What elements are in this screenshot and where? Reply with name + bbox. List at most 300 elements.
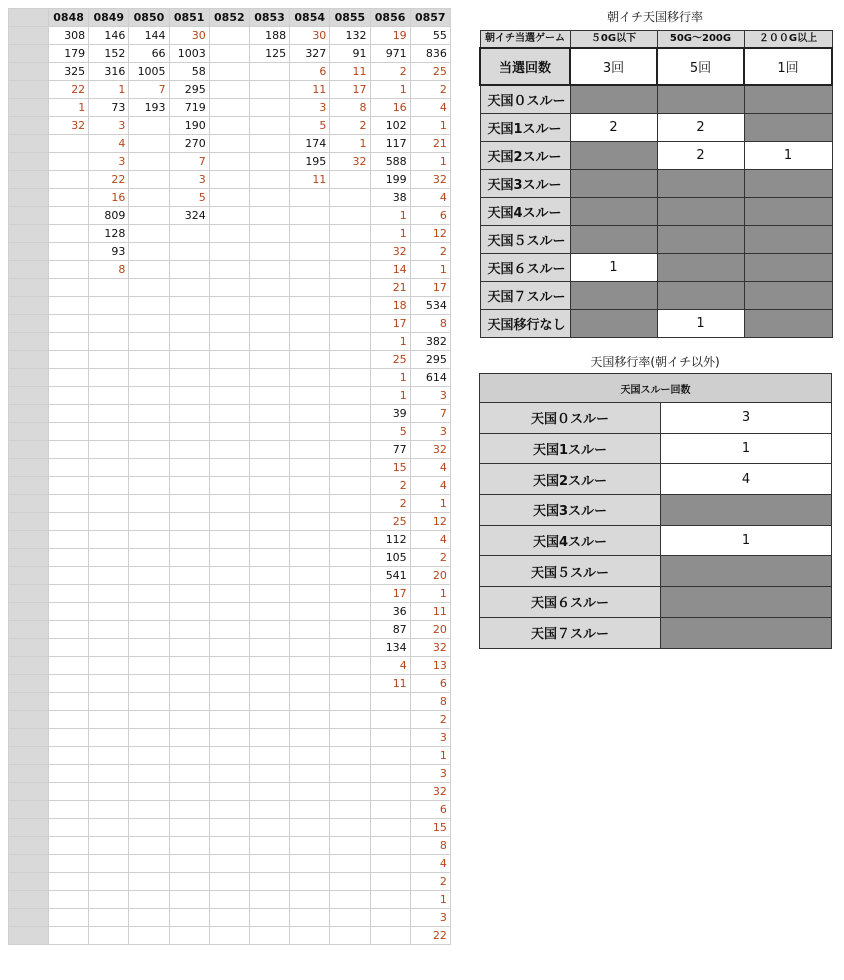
grid-row [9,801,451,819]
grid-cell: 1 [410,585,450,603]
grid-cell [249,567,289,585]
row-index-cell [9,747,49,765]
row-index-cell [9,909,49,927]
slump-row [480,225,832,253]
grid-cell [49,369,89,387]
grid-cell [209,585,249,603]
count-cell: 1 [661,433,832,464]
grid-cell [249,423,289,441]
grid-row [9,171,451,189]
grid-cell: 1 [370,387,410,405]
grid-cell: 8 [410,837,450,855]
grid-cell [330,873,370,891]
grid-cell [89,927,129,945]
grid-cell: 2 [410,243,450,261]
grid-cell: 4 [410,531,450,549]
slump-row [480,85,832,113]
grid-cell [129,387,169,405]
grid-row [9,315,451,333]
grid-cell [249,135,289,153]
grid-cell [129,855,169,873]
slump-row [480,495,832,526]
data-grid [8,8,451,945]
grid-cell [89,693,129,711]
grid-cell [169,387,209,405]
grid-cell [249,297,289,315]
grid-cell [209,531,249,549]
grid-cell [129,135,169,153]
grid-cell [49,405,89,423]
grid-cell: 30 [169,27,209,45]
grid-column-header: 0854 [290,9,330,27]
grid-cell [249,369,289,387]
grid-column-header: 0850 [129,9,169,27]
grid-cell: 12 [410,513,450,531]
grid-cell: 199 [370,171,410,189]
morning-heaven-table [479,30,833,338]
grid-cell [129,873,169,891]
grid-cell [49,837,89,855]
grid-cell: 382 [410,333,450,351]
count-cell: 1 [744,141,832,169]
row-index-cell [9,369,49,387]
grid-cell [290,675,330,693]
slump-label: 天国1スルー [480,433,661,464]
grid-cell: 8 [410,693,450,711]
grid-cell [330,837,370,855]
grid-cell [249,171,289,189]
grid-cell [370,711,410,729]
grid-cell: 87 [370,621,410,639]
empty-cell [570,309,657,337]
grid-cell [209,855,249,873]
grid-cell [290,639,330,657]
grid-cell [330,711,370,729]
grid-cell [129,927,169,945]
grid-row [9,153,451,171]
grid-header [9,9,451,27]
grid-cell: 14 [370,261,410,279]
grid-cell: 5 [290,117,330,135]
grid-cell [129,837,169,855]
grid-cell [370,819,410,837]
grid-cell [330,621,370,639]
grid-cell [290,261,330,279]
row-index-cell [9,189,49,207]
empty-cell [570,141,657,169]
grid-cell [129,639,169,657]
grid-cell: 3 [410,765,450,783]
slump-row [480,403,832,434]
grid-cell [370,729,410,747]
grid-cell [249,387,289,405]
grid-cell [129,117,169,135]
grid-cell [290,477,330,495]
grid-cell [290,423,330,441]
grid-cell [330,567,370,585]
grid-cell [249,531,289,549]
grid-cell [49,315,89,333]
grid-cell [169,711,209,729]
slump-label: 天国６スルー [480,587,661,618]
grid-cell [209,441,249,459]
grid-cell: 6 [290,63,330,81]
grid-cell [249,927,289,945]
grid-row [9,261,451,279]
grid-cell: 971 [370,45,410,63]
empty-cell [661,617,832,648]
slump-row [480,309,832,337]
grid-cell [89,459,129,477]
grid-cell: 25 [370,351,410,369]
grid-cell [209,711,249,729]
grid-cell [330,441,370,459]
grid-cell [290,315,330,333]
grid-cell [89,711,129,729]
grid-cell [89,729,129,747]
grid-cell [169,693,209,711]
grid-cell [49,531,89,549]
grid-cell [249,657,289,675]
grid-row [9,837,451,855]
grid-cell [49,801,89,819]
row-index-cell [9,261,49,279]
grid-cell: 193 [129,99,169,117]
grid-cell [290,585,330,603]
grid-cell [330,333,370,351]
grid-cell [330,171,370,189]
non-morning-table-title: 天国移行率(朝イチ以外) [590,355,720,369]
win-count-value: 1回 [744,48,832,85]
grid-cell: 32 [410,639,450,657]
grid-cell [330,549,370,567]
grid-cell: 8 [410,315,450,333]
grid-cell [89,297,129,315]
slump-row [480,464,832,495]
grid-cell: 588 [370,153,410,171]
grid-cell [209,117,249,135]
slump-label: 天国５スルー [480,225,570,253]
grid-cell [169,819,209,837]
grid-cell: 20 [410,621,450,639]
empty-cell [744,309,832,337]
slump-label: 天国3スルー [480,495,661,526]
grid-cell [209,639,249,657]
slump-label: 天国６スルー [480,253,570,281]
grid-cell [290,441,330,459]
grid-cell: 316 [89,63,129,81]
grid-cell [290,747,330,765]
grid-cell: 17 [410,279,450,297]
grid-cell: 1 [370,369,410,387]
grid-cell [49,909,89,927]
grid-cell [370,873,410,891]
grid-cell: 15 [370,459,410,477]
grid-cell: 1003 [169,45,209,63]
grid-cell: 4 [410,477,450,495]
grid-cell: 2 [410,81,450,99]
grid-cell [49,621,89,639]
grid-cell [209,765,249,783]
grid-cell [129,225,169,243]
row-index-cell [9,459,49,477]
grid-cell: 25 [410,63,450,81]
grid-cell [209,279,249,297]
grid-cell [370,837,410,855]
slump-row [480,197,832,225]
grid-cell [370,927,410,945]
grid-cell: 1 [370,81,410,99]
grid-cell [129,513,169,531]
grid-column-header: 0853 [249,9,289,27]
grid-cell [89,441,129,459]
grid-cell [290,387,330,405]
grid-cell [129,585,169,603]
grid-cell [169,837,209,855]
grid-cell [49,333,89,351]
grid-row [9,657,451,675]
grid-cell [249,837,289,855]
grid-row [9,513,451,531]
grid-cell: 105 [370,549,410,567]
grid-cell: 55 [410,27,450,45]
row-index-cell [9,63,49,81]
slump-label: 天国０スルー [480,85,570,113]
grid-cell [330,297,370,315]
row-index-cell [9,225,49,243]
empty-cell [744,253,832,281]
grid-row [9,333,451,351]
grid-row [9,711,451,729]
slump-row [480,525,832,556]
grid-row [9,603,451,621]
row-index-cell [9,135,49,153]
row-index-cell [9,693,49,711]
row-index-cell [9,837,49,855]
grid-cell [129,279,169,297]
grid-row [9,855,451,873]
grid-cell [290,459,330,477]
grid-cell: 1 [370,225,410,243]
grid-cell [89,279,129,297]
grid-cell [249,549,289,567]
grid-cell [169,225,209,243]
grid-cell [129,369,169,387]
grid-cell [129,549,169,567]
grid-row [9,477,451,495]
count-cell: 1 [661,525,832,556]
grid-cell [290,837,330,855]
empty-cell [657,281,744,309]
grid-cell: 3 [410,423,450,441]
grid-cell [370,855,410,873]
grid-cell [169,621,209,639]
grid-cell [330,819,370,837]
grid-cell: 22 [410,927,450,945]
grid-cell: 3 [169,171,209,189]
grid-cell [169,441,209,459]
grid-cell [209,171,249,189]
row-index-cell [9,711,49,729]
grid-cell [249,351,289,369]
grid-cell: 3 [410,909,450,927]
slump-label: 天国2スルー [480,464,661,495]
grid-cell [330,315,370,333]
grid-row [9,531,451,549]
grid-cell: 38 [370,189,410,207]
grid-cell [330,747,370,765]
grid-cell [49,459,89,477]
row-index-cell [9,819,49,837]
grid-cell [290,297,330,315]
grid-cell: 39 [370,405,410,423]
header-cell: 50G〜200G [657,31,744,49]
row-index-cell [9,297,49,315]
row-index-cell [9,171,49,189]
row-index-cell [9,99,49,117]
grid-cell: 1 [410,261,450,279]
empty-cell [570,85,657,113]
grid-cell [49,351,89,369]
row-index-cell [9,927,49,945]
grid-cell [49,891,89,909]
grid-cell [290,333,330,351]
grid-cell: 4 [410,855,450,873]
grid-cell [169,765,209,783]
grid-row [9,927,451,945]
grid-cell [249,405,289,423]
grid-cell [330,243,370,261]
grid-cell [169,801,209,819]
grid-cell: 195 [290,153,330,171]
grid-cell [129,693,169,711]
grid-cell [249,459,289,477]
grid-row [9,747,451,765]
grid-cell: 11 [330,63,370,81]
grid-cell [209,873,249,891]
empty-cell [657,253,744,281]
count-cell: 3 [661,403,832,434]
row-index-cell [9,873,49,891]
grid-cell [290,855,330,873]
grid-cell [89,567,129,585]
grid-body [9,27,451,945]
grid-cell: 13 [410,657,450,675]
grid-cell: 325 [49,63,89,81]
empty-cell [661,556,832,587]
grid-cell: 18 [370,297,410,315]
grid-cell [330,189,370,207]
grid-cell [129,783,169,801]
grid-cell: 21 [410,135,450,153]
row-index-cell [9,891,49,909]
grid-cell [169,873,209,891]
empty-cell [570,281,657,309]
grid-cell [249,765,289,783]
empty-cell [570,225,657,253]
grid-cell: 30 [290,27,330,45]
grid-cell: 534 [410,297,450,315]
row-index-cell [9,657,49,675]
grid-cell [129,909,169,927]
grid-row [9,585,451,603]
grid-cell: 102 [370,117,410,135]
grid-cell [209,837,249,855]
grid-cell [330,585,370,603]
grid-cell [49,153,89,171]
grid-cell [209,459,249,477]
row-index-cell [9,243,49,261]
grid-cell [209,387,249,405]
grid-cell [290,567,330,585]
grid-cell [169,603,209,621]
grid-cell [129,243,169,261]
empty-cell [744,281,832,309]
grid-cell [290,369,330,387]
grid-cell [129,747,169,765]
grid-row [9,423,451,441]
grid-cell [209,513,249,531]
grid-cell [249,621,289,639]
grid-cell [89,585,129,603]
grid-cell [370,783,410,801]
grid-column-header: 0855 [330,9,370,27]
grid-cell: 17 [370,585,410,603]
grid-cell [89,405,129,423]
grid-cell: 1 [49,99,89,117]
grid-corner [9,9,49,27]
grid-cell [370,693,410,711]
row-index-cell [9,765,49,783]
slump-row [480,113,832,141]
grid-cell: 190 [169,117,209,135]
grid-cell [330,225,370,243]
grid-cell [330,693,370,711]
grid-row [9,99,451,117]
grid-cell [89,351,129,369]
grid-cell: 32 [410,441,450,459]
count-cell: 1 [657,309,744,337]
grid-cell [89,657,129,675]
grid-cell: 117 [370,135,410,153]
grid-cell [290,405,330,423]
grid-cell [290,207,330,225]
grid-cell [249,693,289,711]
grid-cell [49,783,89,801]
grid-cell [89,531,129,549]
grid-cell: 125 [249,45,289,63]
grid-cell [129,423,169,441]
grid-cell [89,495,129,513]
grid-row [9,27,451,45]
grid-row [9,891,451,909]
header-cell: 天国スルー回数 [480,374,832,403]
grid-cell [129,621,169,639]
grid-cell: 614 [410,369,450,387]
grid-cell [209,567,249,585]
grid-cell [89,423,129,441]
grid-cell: 3 [410,387,450,405]
grid-cell [290,891,330,909]
grid-cell [209,729,249,747]
empty-cell [661,495,832,526]
grid-cell [49,567,89,585]
grid-cell [330,351,370,369]
grid-cell [330,261,370,279]
count-cell: 4 [661,464,832,495]
grid-cell [209,891,249,909]
grid-cell [330,369,370,387]
